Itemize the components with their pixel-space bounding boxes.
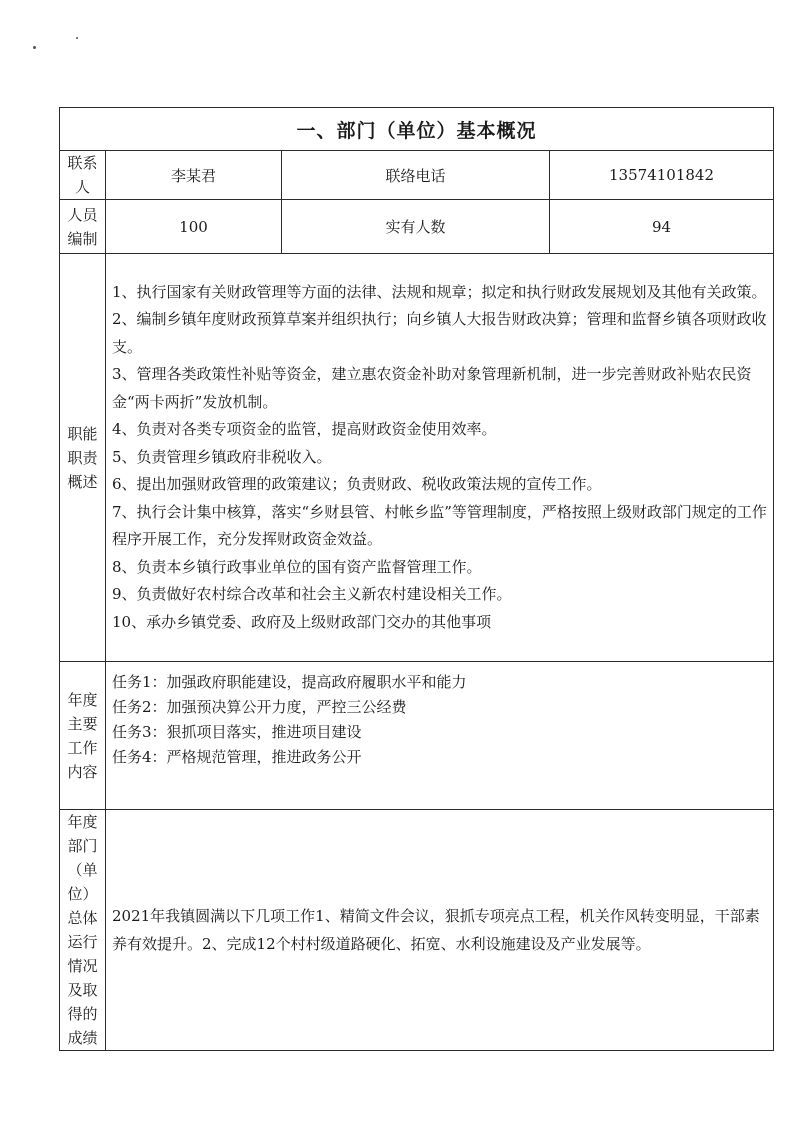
duties-content <box>106 254 774 662</box>
task-item: 任务3：狠抓项目落实，推进项目建设 <box>112 723 362 741</box>
performance-label: 年度部门（单位）总体运行情况及取得的成绩 <box>60 810 106 1051</box>
title-row <box>60 108 774 151</box>
duty-item: 9、负责做好农村综合改革和社会主义新农村建设相关工作。 <box>112 585 512 604</box>
staff-actual-value: 94 <box>550 200 774 254</box>
staff-quota-label: 人员编制 <box>60 200 106 254</box>
task-item: 任务2：加强预决算公开力度，严控三公经费 <box>112 698 407 716</box>
duty-item: 8、负责本乡镇行政事业单位的国有资产监督管理工作。 <box>112 557 482 576</box>
task-item: 任务1：加强政府职能建设，提高政府履职水平和能力 <box>112 673 467 691</box>
contact-person-label: 联系人 <box>60 151 106 200</box>
performance-text: 2021年我镇圆满以下几项工作1、精简文件会议，狠抓专项亮点工程，机关作风转变明显，干部素养有效提升。2、完成12个村村级道路硬化、拓宽、水利设施建设及产业发展等。 <box>106 810 774 1051</box>
table-title: 一、部门（单位）基本概况 <box>60 108 774 151</box>
duty-item: 4、负责对各类专项资金的监管，提高财政资金使用效率。 <box>112 420 497 439</box>
duty-item: 2、编制乡镇年度财政预算草案并组织执行；向乡镇人大报告财政决算；管理和监督乡镇各项财政收支。 <box>112 310 767 356</box>
duties-row <box>60 254 774 662</box>
staff-row <box>60 200 774 254</box>
phone-label: 联络电话 <box>282 151 550 200</box>
scan-speck <box>76 37 78 39</box>
duty-item: 6、提出加强财政管理的政策建议；负责财政、税收政策法规的宣传工作。 <box>112 475 602 494</box>
duty-item: 1、执行国家有关财政管理等方面的法律、法规和规章；拟定和执行财政发展规划及其他有关政策。 <box>112 282 767 301</box>
duty-item: 10、承办乡镇党委、政府及上级财政部门交办的其他事项 <box>112 612 492 631</box>
scan-speck <box>33 46 36 49</box>
performance-row <box>60 810 774 1051</box>
staff-quota-value: 100 <box>106 200 282 254</box>
duty-item: 3、管理各类政策性补贴等资金，建立惠农资金补助对象管理新机制，进一步完善财政补贴农民资金“两卡两折”发放机制。 <box>112 365 752 411</box>
tasks-label: 年度主要工作内容 <box>60 662 106 810</box>
task-item: 任务4：严格规范管理，推进政务公开 <box>112 748 362 766</box>
contact-row <box>60 151 774 200</box>
duty-item: 7、执行会计集中核算，落实“乡财县管、村帐乡监”等管理制度，严格按照上级财政部门规定的工作程序开展工作，充分发挥财政资金效益。 <box>112 502 767 549</box>
duty-item: 5、负责管理乡镇政府非税收入。 <box>112 447 332 466</box>
duties-label: 职能职责概述 <box>60 254 106 662</box>
contact-person-value: 李某君 <box>106 151 282 200</box>
staff-actual-label: 实有人数 <box>282 200 550 254</box>
tasks-content <box>106 662 774 810</box>
phone-value: 13574101842 <box>550 151 774 200</box>
tasks-row <box>60 662 774 810</box>
basic-info-table <box>59 107 774 1051</box>
